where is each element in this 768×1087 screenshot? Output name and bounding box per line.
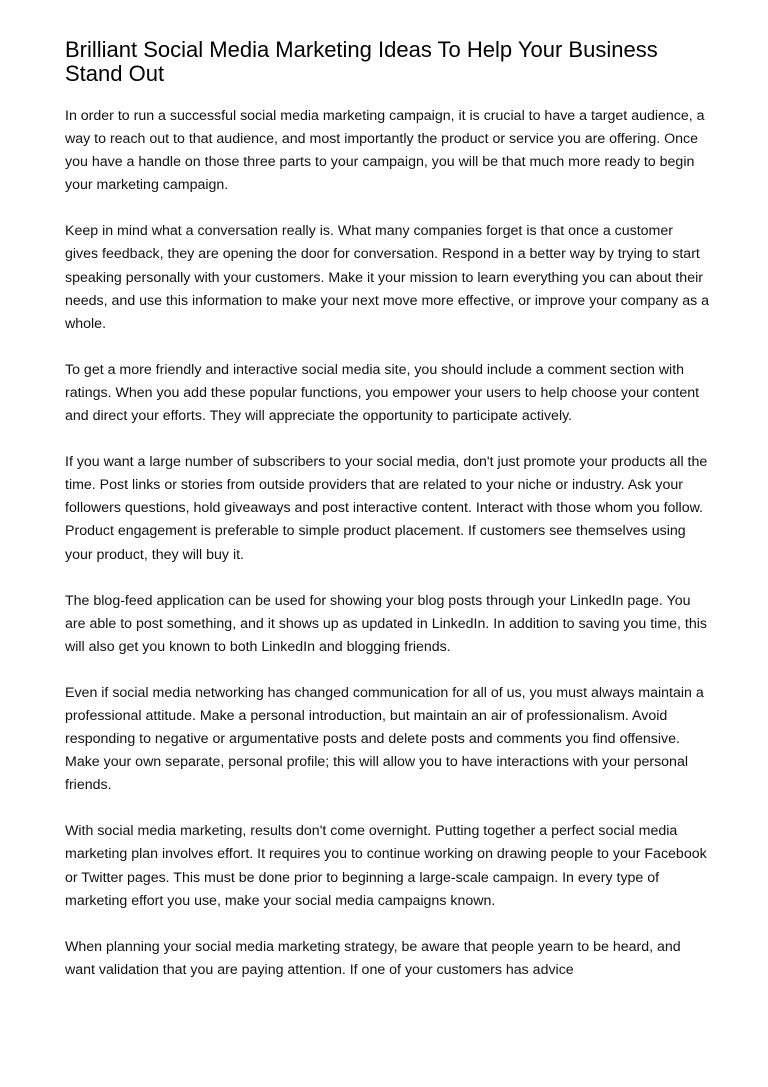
paragraph: With social media marketing, results don't come overnight. Putting together a perfect social media marketing plan involves effort. It requires you to continue working on drawing people to your Facebook or Twitter pages. This must be done prior to beginning a large-scale campaign. In every type of marketing effort you use, make your social media campaigns known. [65, 823, 707, 909]
paragraph: The blog-feed application can be used for showing your blog posts through your LinkedIn page. You are able to post something, and it shows up as updated in LinkedIn. In addition to saving you time, this will also get you known to both LinkedIn and blogging friends. [65, 592, 707, 655]
paragraph: Even if social media networking has changed communication for all of us, you must always maintain a professional attitude. Make a personal introduction, but maintain an air of professionalism. Avoid responding to negative or argumentative posts and delete posts and comments you find offensive. Make your own separate, personal profile; this will allow you to have interactions with your personal friends. [65, 684, 704, 794]
paragraph: In order to run a successful social media marketing campaign, it is crucial to have a target audience, a way to reach out to that audience, and most importantly the product or service you are offering. Once you have a handle on those three parts to your campaign, you will be that much more ready to begin your marketing campaign. [65, 108, 705, 194]
paragraph: To get a more friendly and interactive social media site, you should include a comment section with ratings. When you add these popular functions, you empower your users to help choose your content and direct your efforts. They will appreciate the opportunity to participate actively. [65, 361, 700, 425]
paragraph: When planning your social media marketing strategy, be aware that people yearn to be heard, and want validation that you are paying attention. If one of your customers has advice [65, 938, 681, 978]
paragraph: Keep in mind what a conversation really is. What many companies forget is that once a customer gives feedback, they are opening the door for conversation. Respond in a better way by trying to start speaking personally with your customers. Make it your mission to learn everything you can about their needs, and use this information to make your next move more effective, or improve your company as a whole. [65, 223, 710, 332]
paragraph: If you want a large number of subscribers to your social media, don't just promote your products all the time. Post links or stories from outside providers that are related to your niche or industry. Ask your followers questions, hold giveaways and post interactive content. Interact with those whom you follow. Product engagement is preferable to simple product placement. If customers see themselves using your product, they will buy it. [65, 454, 708, 563]
page-title: Brilliant Social Media Marketing Ideas To Help Your Business Stand Out [65, 37, 658, 86]
article-body [65, 105, 710, 1005]
